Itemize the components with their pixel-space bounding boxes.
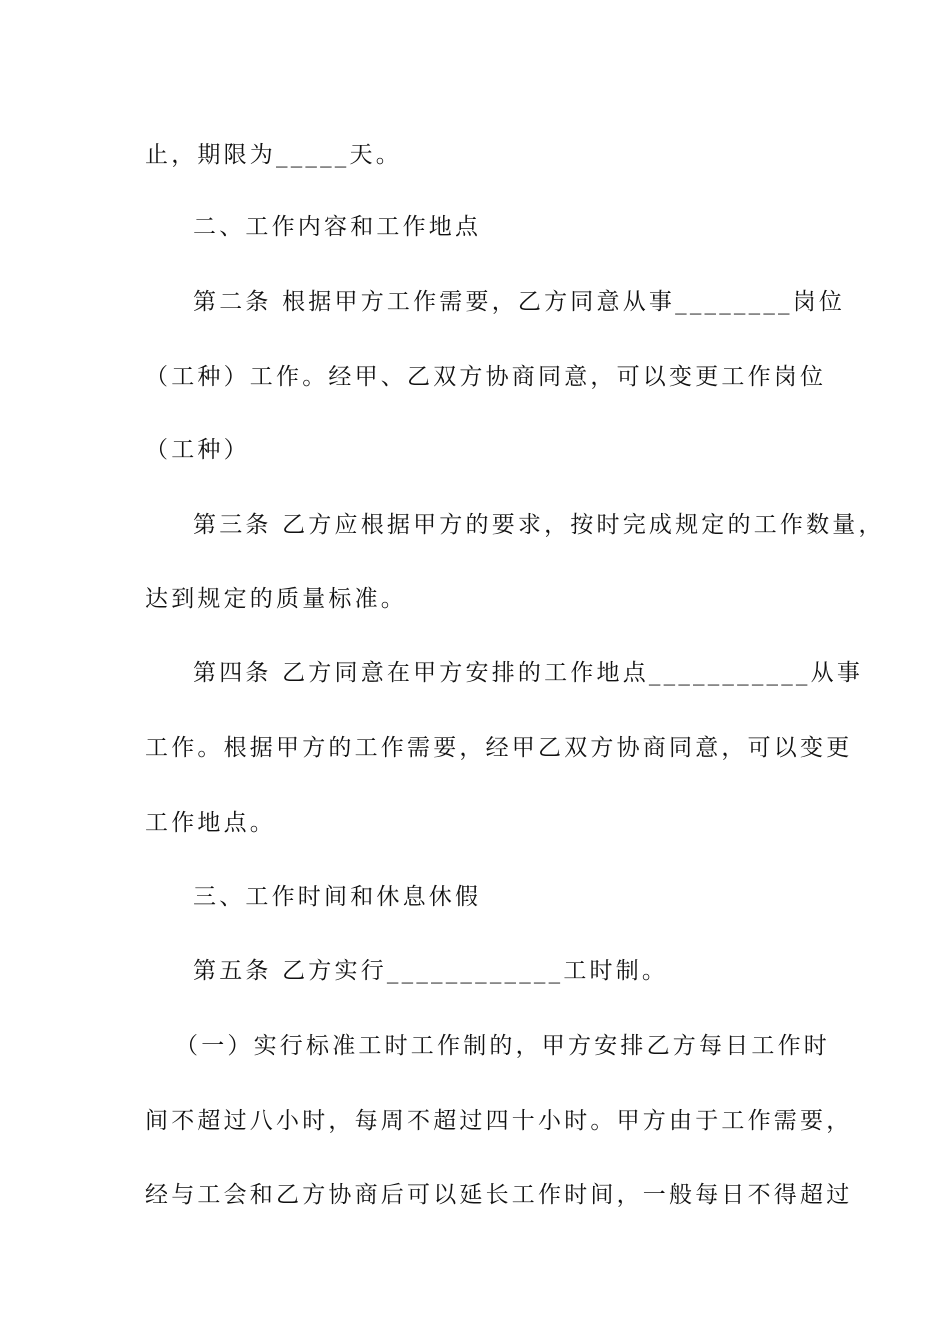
fill-in-blank-location: ___________: [648, 660, 811, 686]
article-2-line-1: [193, 287, 873, 317]
text-segment: 从事: [810, 660, 864, 686]
text-segment: 天。: [349, 142, 402, 168]
section-heading-work-hours: 三、工作时间和休息休假: [193, 884, 482, 910]
text-segment: 第二条 根据甲方工作需要，乙方同意从事: [193, 289, 676, 315]
article-5-line-1: [193, 956, 873, 986]
fill-in-blank-days: _____: [276, 142, 350, 168]
text-segment: 第五条 乙方实行: [193, 958, 387, 984]
article-2-line-2: （工种）工作。经甲、乙双方协商同意，可以变更工作岗位: [145, 364, 827, 390]
text-segment: 工时制。: [563, 958, 669, 984]
text-segment: 岗位: [792, 289, 846, 315]
article-3-line-1: 第三条 乙方应根据甲方的要求，按时完成规定的工作数量，: [193, 512, 885, 538]
article-4-line-3: 工作地点。: [145, 810, 276, 836]
text-segment: 止，期限为: [145, 142, 276, 168]
fill-in-blank-position: ________: [675, 289, 793, 315]
article-4-line-2: 工作。根据甲方的工作需要，经甲乙双方协商同意，可以变更: [145, 735, 853, 761]
article-3-line-2: 达到规定的质量标准。: [145, 586, 407, 612]
fill-in-blank-hours-system: ____________: [386, 958, 564, 984]
clause-1-line-1: （一）实行标准工时工作制的，甲方安排乙方每日工作时: [175, 1033, 830, 1059]
clause-1-line-3: 经与工会和乙方协商后可以延长工作时间，一般每日不得超过: [145, 1182, 853, 1208]
article-4-line-1: [193, 658, 873, 688]
section-heading-work-content: 二、工作内容和工作地点: [193, 214, 482, 240]
article-2-line-3: （工种）: [145, 437, 250, 463]
clause-1-line-2: 间不超过八小时，每周不超过四十小时。甲方由于工作需要，: [145, 1108, 853, 1134]
paragraph-line-term-days: [145, 140, 825, 170]
text-segment: 第四条 乙方同意在甲方安排的工作地点: [193, 660, 649, 686]
